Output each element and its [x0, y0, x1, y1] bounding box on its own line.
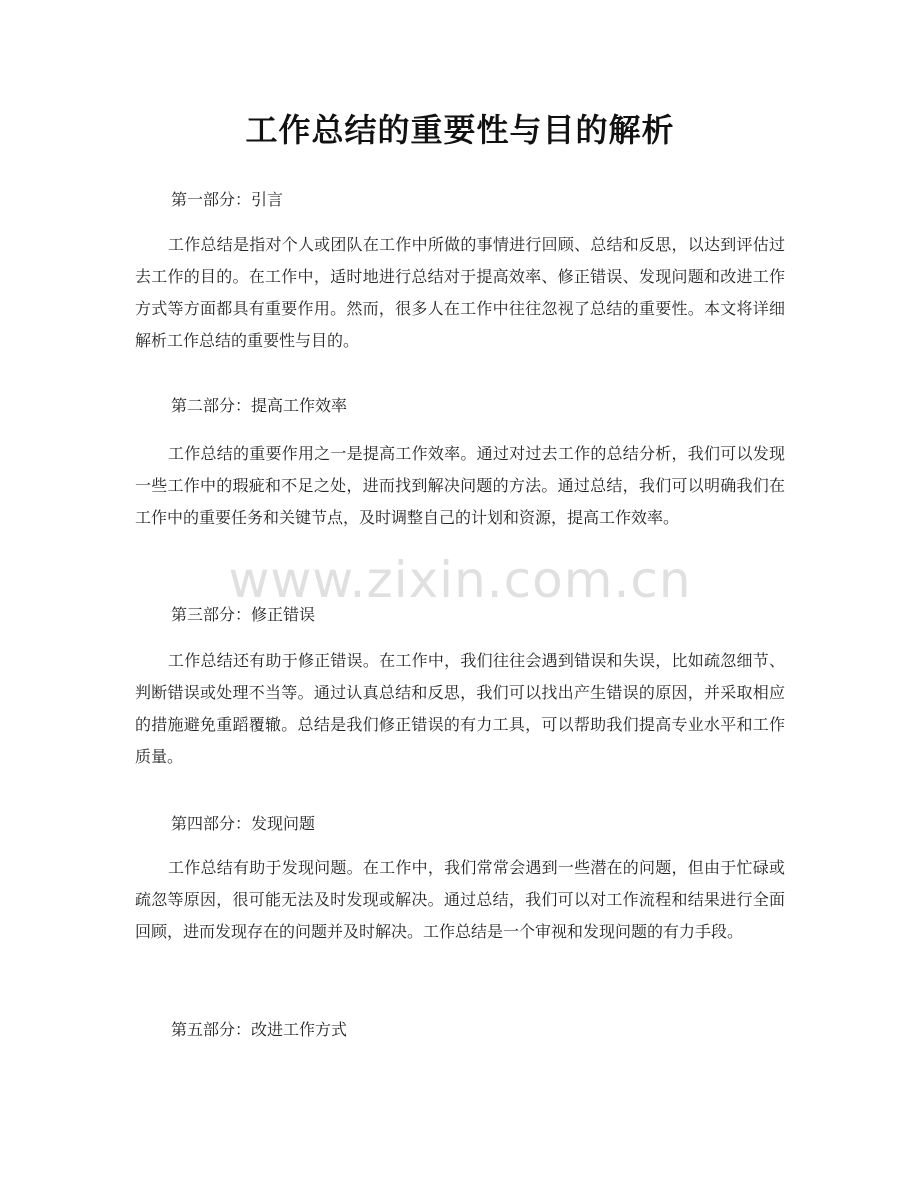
- section-heading-4: 第四部分：发现问题: [171, 814, 316, 833]
- watermark-text: www.zixin.com.cn: [228, 551, 692, 609]
- section-heading-5: 第五部分：改进工作方式: [171, 1020, 348, 1039]
- section-heading-2: 第二部分：提高工作效率: [171, 396, 348, 415]
- section-heading-1: 第一部分：引言: [171, 190, 284, 209]
- section-heading-3: 第三部分：修正错误: [171, 605, 316, 624]
- section-body-2: 工作总结的重要作用之一是提高工作效率。通过对过去工作的总结分析，我们可以发现一些工作中的瑕疵和不足之处，进而找到解决问题的方法。通过总结，我们可以明确我们在工作中的重要任务和关键节点，及时调整自己的计划和资源，提高工作效率。: [135, 444, 785, 527]
- document-title: 工作总结的重要性与目的解析: [245, 111, 675, 149]
- section-body-3: 工作总结还有助于修正错误。在工作中，我们往往会遇到错误和失误，比如疏忽细节、判断错误或处理不当等。通过认真总结和反思，我们可以找出产生错误的原因，并采取相应的措施避免重蹈覆辙。总结是我们修正错误的有力工具，可以帮助我们提高专业水平和工作质量。: [135, 651, 785, 766]
- section-body-1: 工作总结是指对个人或团队在工作中所做的事情进行回顾、总结和反思，以达到评估过去工作的目的。在工作中，适时地进行总结对于提高效率、修正错误、发现问题和改进工作方式等方面都具有重要作用。然而，很多人在工作中往往忽视了总结的重要性。本文将详细解析工作总结的重要性与目的。: [135, 235, 785, 350]
- section-body-4: 工作总结有助于发现问题。在工作中，我们常常会遇到一些潜在的问题，但由于忙碌或疏忽等原因，很可能无法及时发现或解决。通过总结，我们可以对工作流程和结果进行全面回顾，进而发现存在的问题并及时解决。工作总结是一个审视和发现问题的有力手段。: [135, 858, 785, 941]
